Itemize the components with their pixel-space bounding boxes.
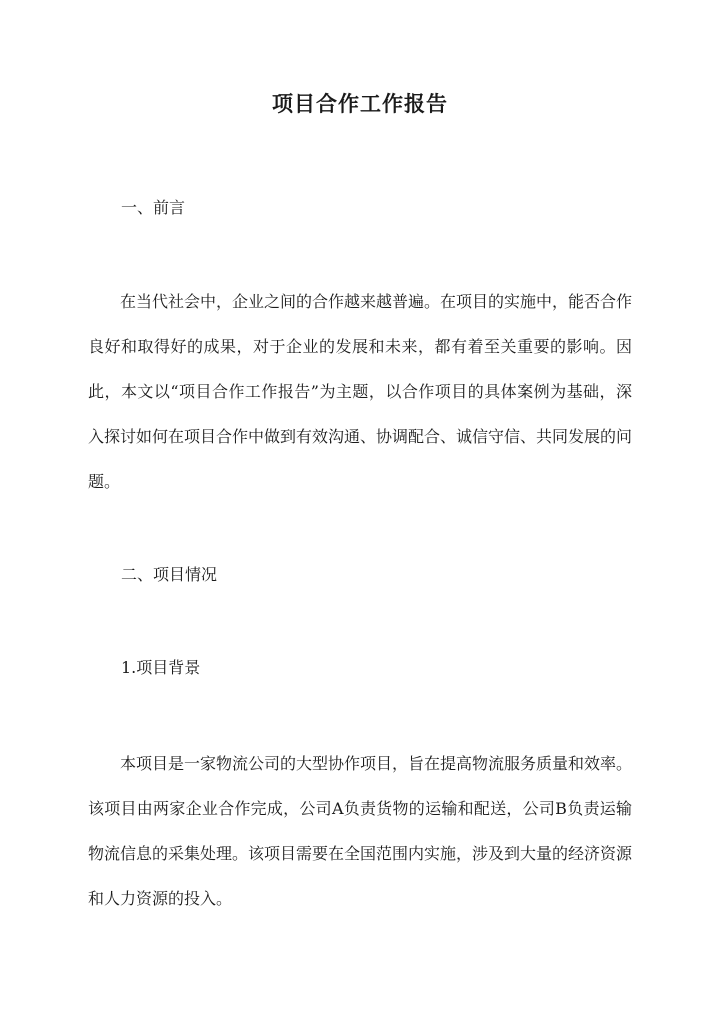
subsection-heading-project-background: 1.项目背景 bbox=[121, 658, 201, 677]
section-heading-project-situation: 二、项目情况 bbox=[121, 565, 218, 584]
section-heading-preface: 一、前言 bbox=[121, 198, 186, 217]
paragraph-project-background: 本项目是一家物流公司的大型协作项目，旨在提高物流服务质量和效率。该项目由两家企业合作完成，公司A负责货物的运输和配送，公司B负责运输物流信息的采集处理。该项目需要在全国范围内实施，涉及到大量的经济资源和人力资源的投入。 bbox=[88, 754, 633, 908]
document-title: 项目合作工作报告 bbox=[272, 91, 448, 116]
paragraph-preface: 在当代社会中，企业之间的合作越来越普遍。在项目的实施中，能否合作良好和取得好的成果，对于企业的发展和未来，都有着至关重要的影响。因此，本文以“项目合作工作报告”为主题，以合作项目的具体案例为基础，深入探讨如何在项目合作中做到有效沟通、协调配合、诚信守信、共同发展的问题。 bbox=[88, 292, 633, 491]
